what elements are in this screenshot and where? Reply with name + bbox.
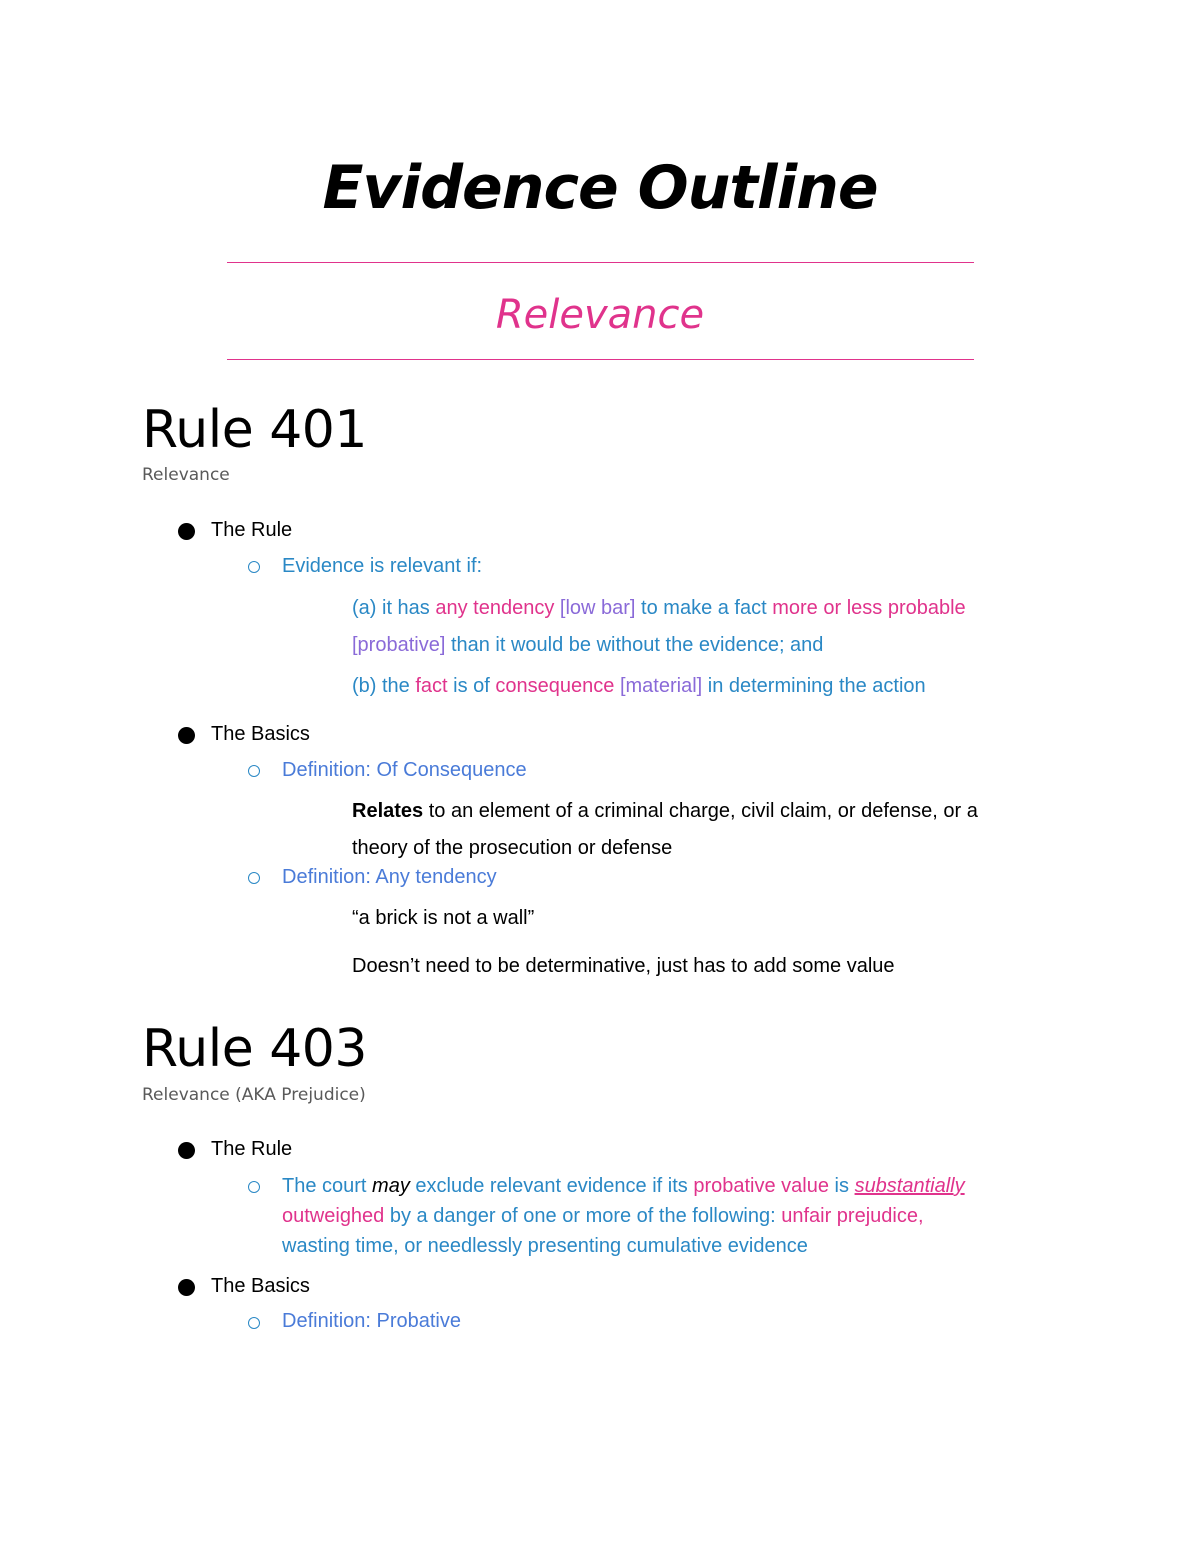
- clause-b-part6: in determining the action: [702, 675, 926, 697]
- clause-b-part1: (b) the: [352, 675, 416, 697]
- bullet-icon: [178, 727, 195, 744]
- rule-401-def1-text: [352, 793, 1042, 867]
- clause-b-part4: consequence: [495, 675, 615, 697]
- rule-401-clause-b: [352, 668, 1042, 705]
- bullet-icon: [178, 1142, 195, 1159]
- r403-p10: wasting time, or needlessly presenting cumulative evidence: [282, 1235, 808, 1257]
- divider-top: [227, 262, 974, 263]
- rule-401-rule-label: The Rule: [211, 519, 293, 541]
- r403-p7: outweighed: [282, 1205, 385, 1227]
- r403-p9: unfair prejudice,: [781, 1205, 924, 1227]
- rule-401-heading: Rule 401: [142, 400, 367, 460]
- clause-a-part5: more or less probable: [772, 597, 966, 619]
- r403-p1: The court: [282, 1175, 373, 1197]
- clause-b-part5: [material]: [614, 675, 703, 697]
- def1-bold: Relates: [352, 800, 424, 822]
- rule-403-heading: Rule 403: [142, 1019, 367, 1079]
- section-heading: Relevance: [495, 292, 705, 338]
- rule-403-subtitle: Relevance (AKA Prejudice): [142, 1085, 366, 1105]
- circle-bullet-icon: [248, 765, 260, 777]
- clause-a-part7: than it would be without the evidence; and: [445, 634, 824, 656]
- clause-a-part6: [probative]: [352, 634, 446, 656]
- clause-a-part1: (a) it has: [352, 597, 436, 619]
- circle-bullet-icon: [248, 561, 260, 573]
- document-title: Evidence Outline: [322, 153, 878, 223]
- clause-a-part4: to make a fact: [635, 597, 773, 619]
- rule-403-rule-label: The Rule: [211, 1138, 293, 1160]
- rule-403-def1: Definition: Probative: [282, 1310, 461, 1332]
- rule-401-def1: Definition: Of Consequence: [282, 759, 527, 781]
- rule-401-rule-item: Evidence is relevant if:: [282, 555, 483, 577]
- rule-401-subtitle: Relevance: [142, 465, 230, 485]
- bullet-icon: [178, 1279, 195, 1296]
- bullet-icon: [178, 523, 195, 540]
- clause-b-part3: is of: [447, 675, 496, 697]
- circle-bullet-icon: [248, 872, 260, 884]
- def1-text1: to an element of a criminal charge, civil claim, or defense, or a: [423, 800, 978, 822]
- rule-401-def2-quote: “a brick is not a wall”: [352, 907, 535, 929]
- circle-bullet-icon: [248, 1317, 260, 1329]
- rule-401-def2-text: Doesn’t need to be determinative, just has to add some value: [352, 955, 895, 977]
- rule-401-basics-label: The Basics: [211, 723, 310, 745]
- r403-p5: is: [829, 1175, 855, 1197]
- circle-bullet-icon: [248, 1181, 260, 1193]
- clause-b-part2: fact: [415, 675, 448, 697]
- divider-bottom: [227, 359, 974, 360]
- clause-a-part2: any tendency: [435, 597, 555, 619]
- clause-a-part3: [low bar]: [554, 597, 636, 619]
- rule-401-def2: Definition: Any tendency: [282, 866, 497, 888]
- rule-403-rule-item: [282, 1171, 1042, 1261]
- r403-p6: substantially: [854, 1175, 965, 1197]
- rule-401-clause-a: [352, 590, 1042, 664]
- rule-403-basics-label: The Basics: [211, 1275, 310, 1297]
- r403-p8: by a danger of one or more of the following:: [384, 1205, 782, 1227]
- r403-p3: exclude relevant evidence if its: [409, 1175, 694, 1197]
- def1-text2: theory of the prosecution or defense: [352, 837, 673, 859]
- r403-p2: may: [372, 1175, 410, 1197]
- r403-p4: probative value: [693, 1175, 829, 1197]
